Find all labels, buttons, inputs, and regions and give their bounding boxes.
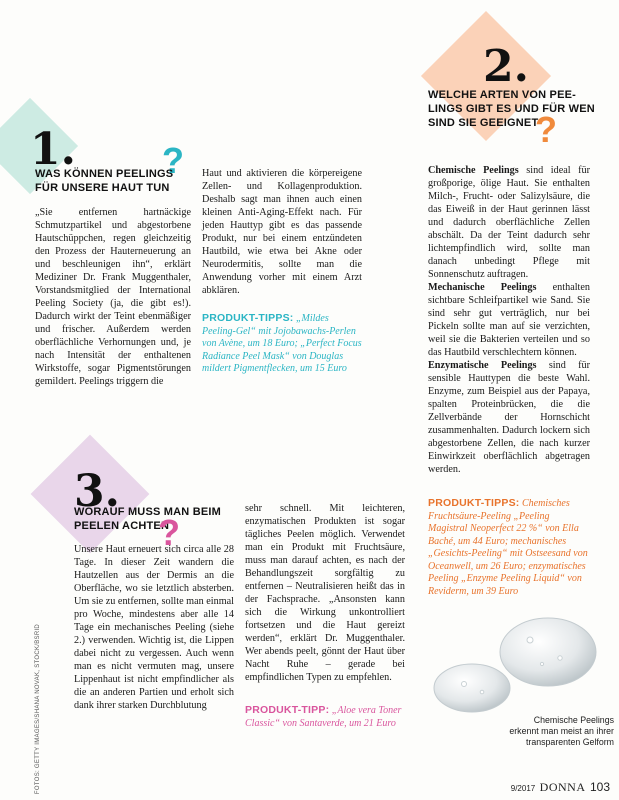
section3-number: 3. xyxy=(74,466,120,517)
section2-tips-text: Chemisches Fruchtsäure-Peeling „Peeling Magistral Neoperfect 22 %“ von Ella Baché, um 44 Euro; mechanisches „Gesichts-Peeling“ mit Ostseesand von Oceanwell, um 26 Euro; enzymatisches Peeling „Enzyme Peeling Liquid“ von Reviderm, um 39 Euro xyxy=(428,498,588,597)
section3-heading: WORAUF MUSS MAN BEIM PEELEN ACHTEN xyxy=(74,506,221,532)
section2-question-mark-icon: ? xyxy=(535,109,557,150)
section3-tips-label: PRODUKT-TIPP: xyxy=(245,704,330,716)
section1-body-col2: Haut und aktivieren die körpereigene Zellen- und Kollagenproduktion. Deshalb sagt man ihnen auch einen kleinen Anti-Aging-Effekt nach. Für jeden Hauttyp gibt es das passende Produkt, nur bei einem entzündeten Hautbild, wie etwa bei Akne oder Neurodermitis, sollte man die Anwendung vorher mit einem Arzt abklären. xyxy=(202,168,362,296)
section2-product-tips xyxy=(428,497,590,598)
section1-product-tips xyxy=(202,312,362,376)
section3-product-tips xyxy=(245,704,405,730)
section1-tips-label: PRODUKT-TIPPS: xyxy=(202,312,294,324)
section3-body-col1: Unsere Haut erneuert sich circa alle 28 Tage. In dieser Zeit wandern die Hautzellen aus der Dermis an die Oberfläche, wo sie letztlich absterben. Um sie zu entfernen, sollte man einmal pro Woche, mindestens aber alle 14 Tage ein mechanisches Peeling (siehe 2.) verwenden. Wichtig ist, die Lippen dabei nicht zu vergessen. Auch wenn man es nicht vermuten mag, unsere Lippenhaut ist nicht empfindlicher als die an anderen Partien und erholt sich dank ihrer starken Durchblutung xyxy=(74,544,234,711)
section1-tips-text: „Mildes Peeling-Gel“ mit Jojobawachs-Perlen von Avène, um 18 Euro; „Perfect Focus Radiance Peel Mask“ von Douglas mildert Pigmentflecken, um 15 Euro xyxy=(202,313,362,374)
section1-heading: WAS KÖNNEN PEELINGS FÜR UNSERE HAUT TUN xyxy=(35,168,174,194)
magazine-name: DONNA xyxy=(539,780,586,794)
section2-tips-label: PRODUKT-TIPPS: xyxy=(428,497,520,509)
section2-heading: WELCHE ARTEN VON PEE- LINGS GIBT ES UND FÜR WEN SIND SIE GEEIGNET xyxy=(428,89,595,129)
issue-date: 9/2017 xyxy=(510,784,536,793)
section3-body-col2: sehr schnell. Mit leichteren, enzymatischen Produkten ist sogar tägliches Peelen möglich. Verwendet man ein Produkt mit Fruchtsäure, muss man darauf achten, es nach der Behandlungszeit sorgfältig zu entfernen – Neutralisieren heißt das in der Fachsprache. „Ansonsten kann sich die Wirkung unkontrolliert fortsetzen und die Haut gereizt werden“, erklärt Dr. Muggenthaler. Wer abends peelt, gönnt der Haut über Nacht Ruhe – gerade bei empfindlichen Typen zu empfehlen. xyxy=(245,503,405,683)
section2-body: Chemische Peelings sind ideal für großporige, ölige Haut. Sie enthalten Milch-, Frucht- oder Salizylsäure, die das Eiweiß in der Haut gerinnen lässt und dadurch oberflächliche Zellen abschält. Da der Teint dadurch sehr lichtempfindlich wird, sollte man danach unbedingt Pflege mit Sonnenschutz auftragen. Mechanische Peelings enthalten sichtbare Schleifpartikel wie Sand. Sie sind sehr gut verträglich, nur bei Pickeln sollte man auf sie verzichten, weil sie die Bakterien verteilen und so das Hautbild verschlechtern können. Enzymatische Peelings sind für sensible Hauttypen die beste Wahl. Enzyme, zum Beispiel aus der Papaya, spalten Proteinbrücken, die die Zellverbände der Hornschicht zusammenhalten. Dadurch lockern sich abgestorbene Zellen, die nach kurzer Einwirkzeit oberflächlich abgetragen werden. xyxy=(428,165,590,475)
page-footer xyxy=(470,778,610,796)
section3-question-mark-icon: ? xyxy=(158,512,180,553)
page-number: 103 xyxy=(589,780,610,794)
image-caption: Chemische Peelings erkennt man meist an ihrer transparenten Gelform xyxy=(509,715,614,747)
section1-body-col1: „Sie entfernen hartnäckige Schmutzpartikel und abgestorbene Hautschüppchen, regen gleichzeitig den Prozess der Hauterneuerung an und beschleunigen ihn“, erklärt Mediziner Dr. Frank Muggenthaler, Vorstandsmitglied der International Peeling Society (ja, die gibt es!). Dadurch wirkt der Teint ebenmäßiger und frischer. Außerdem werden oberflächliche Verhornungen und, je nach Intensität der enthaltenen Wirkstoffe, sogar Pigmentstörungen gemildert. Peelings triggern die xyxy=(35,207,191,387)
gel-drops-image xyxy=(430,600,610,720)
section1-number: 1. xyxy=(30,124,76,175)
section1-question-mark-icon: ? xyxy=(162,140,184,181)
photo-credit: FOTOS: GETTY IMAGES/SHANA NOVAK, STOCK/BSRID xyxy=(35,623,42,795)
section3-tips-text: „Aloe vera Toner Classic“ von Santaverde, um 21 Euro xyxy=(245,705,402,729)
section2-number: 2. xyxy=(483,41,529,92)
